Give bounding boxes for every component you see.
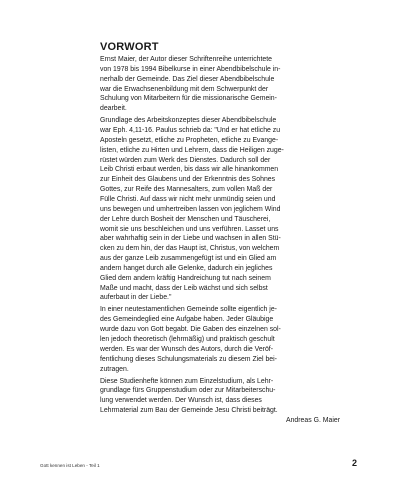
paragraph-scripture [100,116,340,303]
text-line: aus der ganze Leib zusammengefügt ist und ein Glied am [100,255,277,263]
text-line: len jedoch theoretisch (lehrmäßig) und praktisch geschult [100,336,275,343]
text-line: grundlage fürs Gruppenstudium oder zur Mitarbeiterschu- [100,387,276,395]
text-line: fentlichung dieses Schulungsmaterials zu diesem Ziel bei- [100,355,277,363]
paragraph-intro [100,55,340,114]
footer-series-title: Gott kennen ist Leben - Teil 1 [40,463,100,468]
text-line: cken zu dem hin, der das Haupt ist, Christus, von welchem [100,245,280,253]
author-signature: Andreas G. Maier [286,416,340,424]
text-line: womit sie uns beschleichen und uns verführen. Lasset uns [100,225,279,233]
text-line: wurde dazu von Gott begabt. Die Gaben des einzelnen sol- [100,326,281,334]
text-line: zutragen. [100,365,129,373]
text-line: Glied dem andern kräftig Handreichung tut nach seinem [100,274,271,282]
text-line: der Lehre durch Bosheit der Menschen und Täuscherei, [100,215,271,223]
text-line: nerhalb der Gemeinde. Das Ziel dieser Abendbibelschule [100,75,275,83]
text-line: Fülle Christi. Auf dass wir nicht mehr unmündig seien und [100,196,276,203]
text-line: werden. Es war der Wunsch des Autors, durch die Veröf- [100,345,273,353]
text-line: Aposteln gesetzt, etliche zu Propheten, etliche zu Evange- [100,136,279,144]
foreword-body [100,55,340,428]
text-line: lung verwendet werden. Der Wunsch ist, dass dieses [100,397,262,405]
text-line: Diese Studienhefte können zum Einzelstudium, als Lehr- [100,377,274,385]
text-line: war Eph. 4,11-16. Paulus schrieb da: "Und er hat etliche zu [100,127,281,135]
text-line: Ernst Maier, der Autor dieser Schriftenreihe unterrichtete [100,56,272,63]
text-line: Maße und macht, dass der Leib wächst und sich selbst [100,284,268,292]
page-number: 2 [352,458,358,468]
text-line: listen, etliche zu Hirten und Lehrern, dass die Heiligen zuge- [100,146,284,154]
page-heading: VORWORT [100,41,159,53]
text-line: dearbeit. [100,105,127,113]
text-line: des Gemeindeglied eine Aufgabe haben. Jeder Gläubige [100,316,274,324]
text-line: auferbaut in der Liebe." [100,294,172,302]
text-line: uns bewegen und umhertreiben lassen von jeglichem Wind [100,205,281,213]
paragraph-usage [100,377,340,426]
text-line: von 1978 bis 1994 Bibelkurse in einer Abendbibelschule in- [100,65,281,73]
text-line: andern hanget durch alle Gelenke, dadurch ein jegliches [100,264,273,272]
text-line: Schulung von Mitarbeitern für die missionarische Gemein- [100,95,277,103]
text-line: In einer neutestamentlichen Gemeinde sollte eigentlich je- [100,306,277,314]
text-line: Gottes, zur Reife des Mannesalters, zum vollen Maß der [100,186,273,194]
text-line: aber wahrhaftig sein in der Liebe und wachsen in allen Stü- [100,235,281,243]
text-line: Grundlage des Arbeitskonzeptes dieser Abendbibelschule [100,117,277,125]
text-line: Lehrmaterial zum Bau der Gemeinde Jesu Christi beiträgt. [100,407,278,415]
paragraph-congregation [100,305,340,374]
text-line: zur Einheit des Glaubens und der Erkenntnis des Sohnes [100,176,276,184]
text-line: war die Erwachsenenbildung mit dem Schwerpunkt der [100,85,269,93]
text-line: Leib Christi erbaut werden, bis dass wir alle hinankommen [100,166,279,174]
text-line: rüstet würden zum Werk des Dienstes. Dadurch soll der [100,156,271,164]
